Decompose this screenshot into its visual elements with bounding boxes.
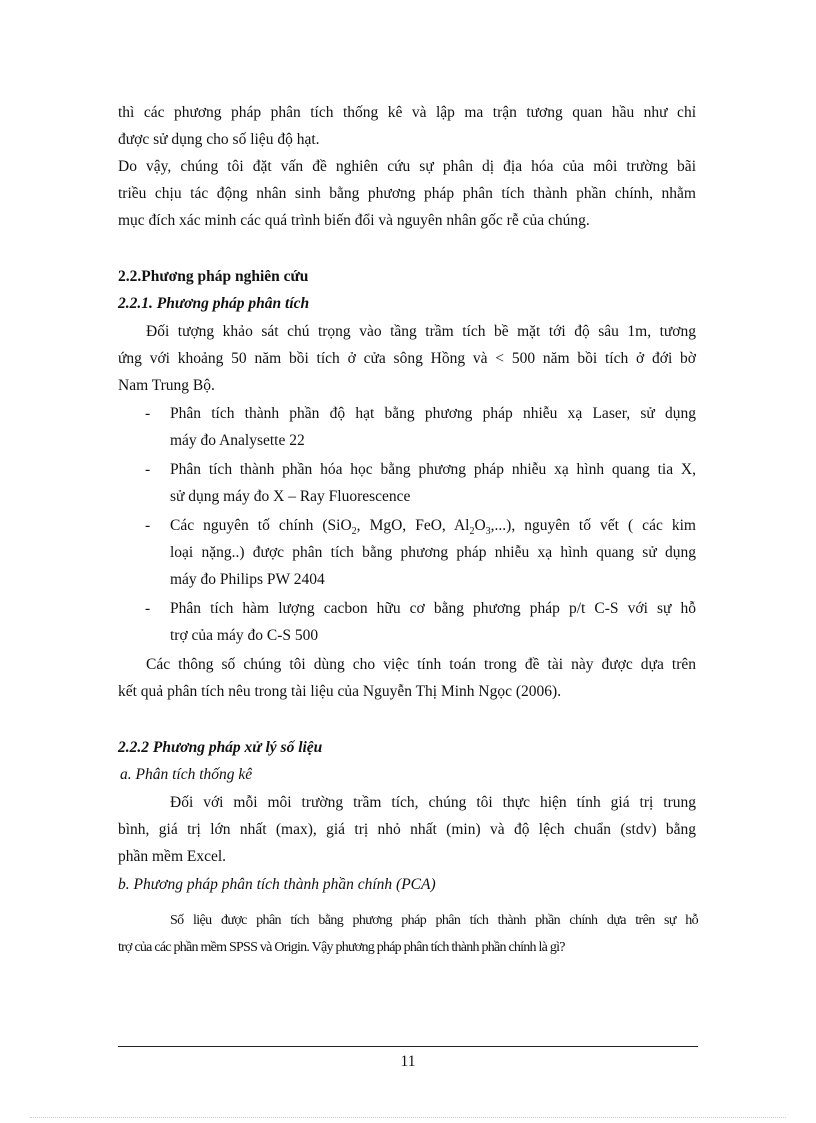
text-line: Đối tượng khảo sát chú trọng vào tầng trầm tích bề mặt tới độ sâu 1m, tương	[146, 323, 696, 340]
bullet-text: loại nặng..) được phân tích bằng phương pháp nhiễu xạ hình quang sử dụng	[170, 544, 696, 561]
text-line: thì các phương pháp phân tích thống kê và lập ma trận tương quan hầu như chỉ	[118, 104, 696, 121]
bullet-text: máy đo Philips PW 2404	[170, 571, 325, 588]
subsubsection-heading: b. Phương pháp phân tích thành phần chính (PCA)	[118, 876, 436, 893]
text-line: trợ của các phần mềm SPSS và Origin. Vậy phương pháp phân tích thành phần chính là gì?	[118, 940, 565, 955]
text-line: triều chịu tác động nhân sinh bằng phương pháp phân tích thành phần chính, nhằm	[118, 185, 696, 202]
text-line: mục đích xác minh các quá trình biến đổi và nguyên nhân gốc rễ của chúng.	[118, 212, 590, 229]
text-line: Số liệu được phân tích bằng phương pháp phân tích thành phần chính dựa trên sự hỗ	[170, 913, 698, 928]
subsection-heading: 2.2.1. Phương pháp phân tích	[118, 295, 310, 312]
bullet-marker: -	[145, 405, 151, 422]
text-line: bình, giá trị lớn nhất (max), giá trị nhỏ nhất (min) và độ lệch chuẩn (stdv) bằng	[118, 821, 696, 838]
page-number: 11	[400, 1053, 416, 1070]
text-line: Nam Trung Bộ.	[118, 377, 215, 394]
bullet-text: trợ của máy đo C-S 500	[170, 627, 319, 644]
subsection-heading: 2.2.2 Phương pháp xử lý số liệu	[118, 739, 323, 756]
text-line: kết quả phân tích nêu trong tài liệu của Nguyễn Thị Minh Ngọc (2006).	[118, 683, 562, 700]
section-heading: 2.2.Phương pháp nghiên cứu	[118, 268, 309, 285]
text-line: Các thông số chúng tôi dùng cho việc tính toán trong đề tài này được dựa trên	[146, 656, 696, 673]
bullet-text: Phân tích hàm lượng cacbon hữu cơ bằng phương pháp p/t C-S với sự hỗ	[170, 600, 696, 617]
bullet-marker: -	[145, 461, 151, 478]
bullet-text: Phân tích thành phần hóa học bằng phương pháp nhiễu xạ hình quang tia X,	[170, 461, 696, 478]
bullet-text: sử dụng máy đo X – Ray Fluorescence	[170, 488, 411, 505]
footer-rule	[118, 1046, 698, 1047]
bullet-text: Phân tích thành phần độ hạt bằng phương pháp nhiễu xạ Laser, sử dụng	[170, 405, 696, 422]
text-line: Đối với mỗi môi trường trầm tích, chúng tôi thực hiện tính giá trị trung	[170, 794, 696, 811]
subsubsection-heading: a. Phân tích thống kê	[120, 766, 253, 783]
text-line: phần mềm Excel.	[118, 848, 227, 865]
bullet-text: máy đo Analysette 22	[170, 432, 305, 449]
text-line: được sử dụng cho số liệu độ hạt.	[118, 131, 320, 148]
bullet-marker: -	[145, 600, 151, 617]
text-line: Do vậy, chúng tôi đặt vấn đề nghiên cứu sự phân dị địa hóa của môi trường bãi	[118, 158, 696, 175]
bullet-text: Các nguyên tố chính (SiO$_2$, MgO, FeO, $Al_2O_3$,...), nguyên tố vết ( các kim	[170, 517, 696, 538]
page-edge-divider	[30, 1117, 786, 1118]
text-line: ứng với khoảng 50 năm bồi tích ở cửa sông Hồng và < 500 năm bồi tích ở đới bờ	[118, 350, 696, 367]
bullet-marker: -	[145, 517, 151, 534]
